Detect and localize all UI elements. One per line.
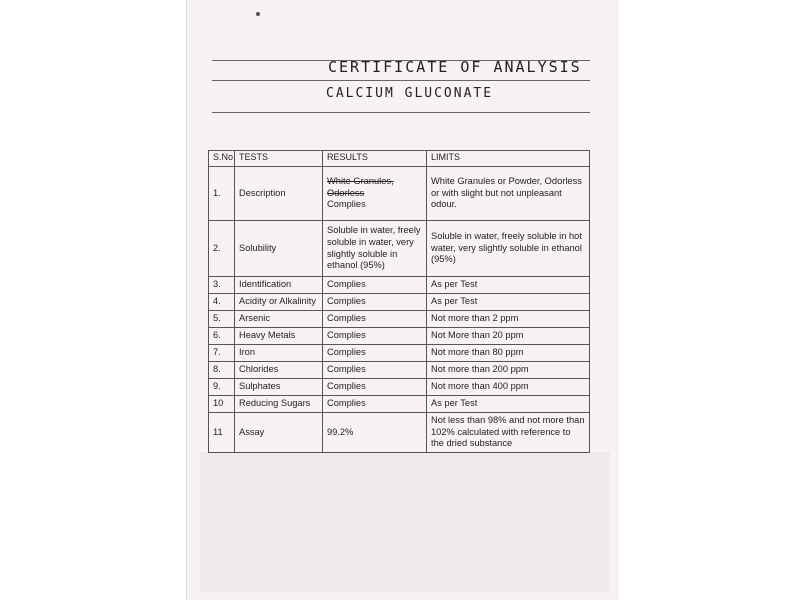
cell-result: 99.2% (323, 413, 427, 453)
cell-limit: Not more than 400 ppm (427, 379, 590, 396)
cell-sno: 5. (209, 311, 235, 328)
cell-limit: Not more than 80 ppm (427, 345, 590, 362)
cell-limit: Not less than 98% and not more than 102% calculated with reference to the dried substance (427, 413, 590, 453)
cell-test: Acidity or Alkalinity (235, 294, 323, 311)
cell-test: Iron (235, 345, 323, 362)
title-bottom-rule (212, 80, 590, 81)
cell-limit: Not More than 20 ppm (427, 328, 590, 345)
cell-sno: 3. (209, 277, 235, 294)
result-text: Complies (327, 199, 366, 210)
table-row (209, 311, 590, 328)
header-results: RESULTS (323, 151, 427, 167)
cell-result: Complies (323, 362, 427, 379)
table-row (209, 345, 590, 362)
cell-test: Arsenic (235, 311, 323, 328)
table-row (209, 167, 590, 221)
table-row (209, 362, 590, 379)
cell-test: Assay (235, 413, 323, 453)
table-header-row (209, 151, 590, 167)
header-limits: LIMITS (427, 151, 590, 167)
cell-test: Identification (235, 277, 323, 294)
table-row (209, 328, 590, 345)
document-title: CERTIFICATE OF ANALYSIS (328, 58, 582, 76)
table-row (209, 221, 590, 277)
cell-sno: 9. (209, 379, 235, 396)
cell-result: Complies (323, 294, 427, 311)
result-struck-text: White Granules, Odorless (327, 176, 394, 198)
cell-test: Heavy Metals (235, 328, 323, 345)
cell-sno: 6. (209, 328, 235, 345)
cell-test: Chlorides (235, 362, 323, 379)
table-row (209, 294, 590, 311)
header-tests: TESTS (235, 151, 323, 167)
cell-limit: As per Test (427, 396, 590, 413)
cell-result: Complies (323, 379, 427, 396)
cell-sno: 4. (209, 294, 235, 311)
cell-test: Sulphates (235, 379, 323, 396)
cell-sno: 10 (209, 396, 235, 413)
cell-sno: 1. (209, 167, 235, 221)
cell-test: Solubility (235, 221, 323, 277)
cell-limit: Not more than 2 ppm (427, 311, 590, 328)
cell-result: Complies (323, 396, 427, 413)
document-subtitle: CALCIUM GLUCONATE (326, 86, 494, 101)
cell-sno: 2. (209, 221, 235, 277)
table-row (209, 396, 590, 413)
cell-limit: Soluble in water, freely soluble in hot water, very slightly soluble in ethanol (95%) (427, 221, 590, 277)
cell-test: Description (235, 167, 323, 221)
cell-limit: White Granules or Powder, Odorless or with slight but not unpleasant odour. (427, 167, 590, 221)
cell-sno: 11 (209, 413, 235, 453)
cell-sno: 8. (209, 362, 235, 379)
scan-smudge (200, 452, 610, 592)
cell-limit: As per Test (427, 294, 590, 311)
table-row (209, 277, 590, 294)
analysis-table (208, 150, 590, 453)
cell-result: Complies (323, 311, 427, 328)
cell-sno: 7. (209, 345, 235, 362)
cell-result: Complies (323, 277, 427, 294)
cell-limit: As per Test (427, 277, 590, 294)
cell-result: Soluble in water, freely soluble in water, very slightly soluble in ethanol (95%) (323, 221, 427, 277)
punch-dot (256, 12, 260, 16)
cell-limit: Not more than 200 ppm (427, 362, 590, 379)
cell-test: Reducing Sugars (235, 396, 323, 413)
subtitle-rule (212, 112, 590, 113)
cell-result: Complies (323, 328, 427, 345)
header-sno: S.No (209, 151, 235, 167)
table-row (209, 379, 590, 396)
cell-result (323, 167, 427, 221)
table-row (209, 413, 590, 453)
cell-result: Complies (323, 345, 427, 362)
